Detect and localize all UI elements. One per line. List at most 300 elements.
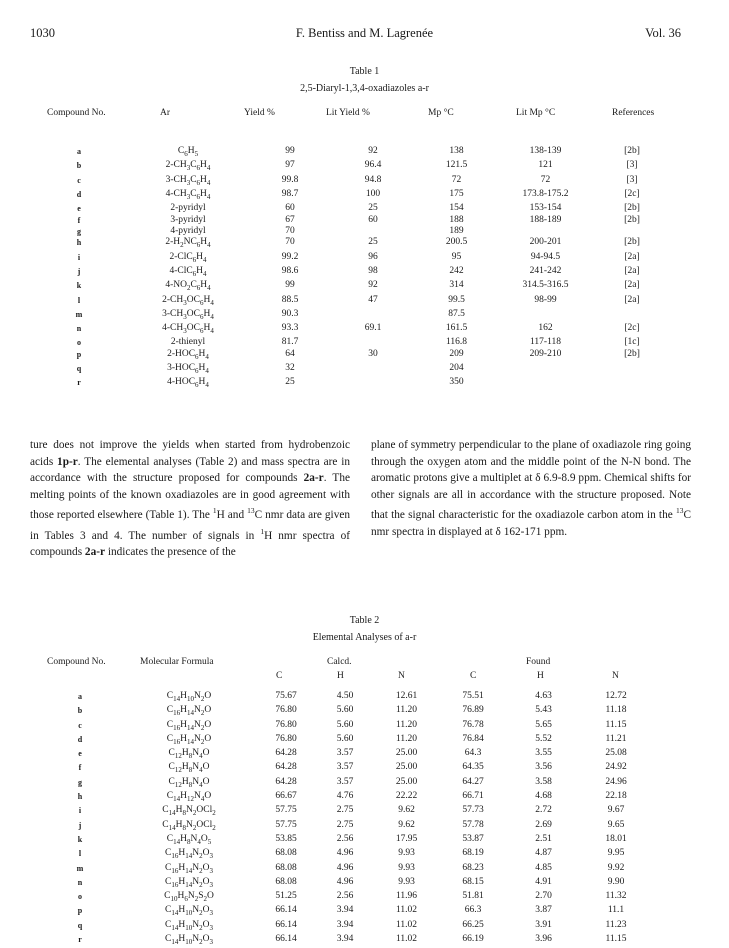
t1-cell-2: 99.2 [281, 251, 299, 262]
t2-cell-1: $C_{14}H_8N_2OCl_2$ [162, 819, 216, 832]
t1-col-compound: Compound No. [47, 108, 106, 118]
t2-cell-2: 66.14 [275, 934, 297, 945]
t1-row [40, 252, 662, 266]
t2-cell-1: $C_{16}H_{14}N_2O_3$ [165, 862, 213, 875]
t1-cell-1: $2-CH_3C_6H_4$ [165, 160, 211, 173]
t1-cell-6: [3] [626, 160, 638, 171]
t1-cell-2: 60 [285, 203, 295, 214]
t1-cell-4: 189 [449, 226, 464, 236]
t2-cell-5: 66.19 [462, 934, 484, 945]
t1-cell-3: 30 [368, 348, 378, 359]
t1-cell-6: [2a] [624, 251, 640, 262]
t2-cell-7: 24.92 [605, 762, 627, 773]
t1-cell-0: i [77, 252, 81, 262]
t1-cell-5: 94-94.5 [530, 251, 561, 262]
t2-cell-3: 3.94 [336, 934, 354, 945]
t1-cell-5 [489, 226, 602, 237]
t2-row [40, 791, 654, 805]
t1-cell-5: 173.8-175.2 [522, 188, 569, 199]
t2-cell-5: 64.35 [462, 762, 484, 773]
t2-cell-4: 11.02 [395, 905, 418, 916]
t2-cell-4: 25.00 [395, 748, 418, 759]
t1-cell-2: 99 [285, 280, 295, 291]
t2-cell-2: 68.08 [275, 876, 297, 887]
t1-row [40, 280, 662, 294]
t1-cell-4: 204 [449, 363, 464, 374]
t2-cell-1: $C_{16}H_{14}N_2O$ [166, 719, 212, 732]
t1-row [40, 323, 662, 337]
t1-cell-3: 94.8 [364, 174, 382, 185]
t1-cell-6: [2b] [624, 214, 640, 225]
t2-cell-7: 18.01 [605, 833, 627, 844]
t2-cell-4: 25.00 [395, 762, 418, 773]
t1-cell-1: 2-thienyl [170, 337, 206, 348]
t2-cell-6: 2.69 [535, 819, 552, 830]
t2-cell-7: 25.08 [605, 748, 627, 759]
t1-row [40, 215, 662, 226]
t1-cell-4: 175 [449, 188, 464, 199]
t2-row [40, 805, 654, 819]
t2-cell-7: 11.18 [605, 705, 627, 716]
t2-cell-3: 4.96 [336, 848, 354, 859]
t1-col-references: References [612, 108, 655, 118]
t2-cell-1: $C_{16}H_{14}N_2O_3$ [165, 876, 213, 889]
t1-row [40, 175, 662, 189]
t2-cell-6: 3.55 [535, 748, 552, 759]
t1-cell-3 [322, 309, 424, 323]
t1-cell-1: $3-HOC_6H_4$ [167, 363, 209, 376]
t1-cell-6: [1c] [624, 337, 640, 348]
t2-cell-2: 51.25 [275, 891, 297, 902]
t1-cell-6 [602, 377, 662, 391]
t1-row [40, 377, 662, 391]
t2-cell-2: 66.14 [275, 919, 297, 930]
t1-cell-2: 90.3 [281, 308, 299, 319]
t1-cell-4: 209 [449, 348, 464, 359]
t1-cell-0: l [77, 295, 81, 305]
t2-cell-0: o [78, 892, 82, 902]
t1-cell-3: 96.4 [364, 160, 382, 171]
t1-cell-4: 95 [451, 251, 462, 262]
t1-cell-2: 32 [285, 363, 295, 374]
t2-cell-1: $C_{14}H_{10}N_2O_3$ [165, 905, 213, 918]
t1-cell-6: [3] [626, 174, 638, 185]
t1-cell-6: [2b] [624, 146, 640, 156]
t1-cell-5: 241-242 [529, 266, 562, 276]
t1-cell-1: 2-pyridyl [170, 203, 206, 214]
body-text-left: ture does not improve the yields when started from hydrobenzoic acids 1p-r. The elemental analyses (Table 2) and mass spectra are in accordance with the structure proposed for compounds 2a-r. The melting points of the known oxadiazoles are in good agreement with those reported elsewhere (Table 1). The $^1$H and $^{13}$C nmr data are given in Tables 3 and 4. The number of signals in $^1$H nmr spectra of compounds 2a-r indicates the presence of the [30, 439, 350, 559]
t1-cell-0: o [77, 338, 81, 348]
t2-row [40, 777, 654, 791]
t2-cell-2: 64.28 [275, 776, 297, 787]
t2-sub-c1: C [276, 671, 283, 681]
t1-cell-2: 97 [285, 160, 295, 171]
t1-row [40, 337, 662, 348]
t2-cell-7: 11.15 [605, 719, 627, 730]
t2-cell-6: 3.91 [535, 919, 552, 930]
t1-cell-0: g [77, 227, 81, 236]
t2-cell-3: 4.96 [336, 876, 354, 887]
t1-cell-6 [602, 226, 662, 237]
t2-cell-1: $C_{14}H_{10}N_2O_3$ [165, 919, 213, 932]
t1-cell-0: q [76, 364, 82, 374]
t1-cell-5: 72 [540, 174, 551, 185]
t1-cell-4: 121.5 [445, 160, 468, 171]
t2-cell-7: 22.18 [605, 791, 627, 802]
t1-cell-5: 117-118 [530, 337, 561, 348]
t2-cell-2: 64.28 [275, 748, 297, 759]
t1-cell-2: 70 [285, 237, 295, 248]
t1-cell-3 [322, 363, 424, 377]
t2-cell-0: p [77, 906, 83, 916]
t2-cell-7: 24.96 [605, 776, 627, 787]
t2-row [40, 877, 654, 891]
t1-cell-6: [2c] [624, 188, 640, 199]
t1-cell-1: $4-NO_2C_6H_4$ [165, 280, 211, 293]
t2-cell-0: f [78, 763, 82, 773]
t2-cell-6: 5.43 [535, 705, 552, 716]
t2-sub-n2: N [612, 671, 619, 681]
t2-cell-4: 11.02 [395, 919, 418, 930]
t1-row [40, 203, 662, 214]
t1-cell-0: f [77, 215, 81, 225]
t2-cell-1: $C_{16}H_{14}N_2O_3$ [165, 848, 213, 861]
t2-row [40, 848, 654, 862]
t2-cell-0: j [78, 820, 82, 830]
t1-cell-1: $3-CH_3OC_6H_4$ [162, 308, 214, 321]
t1-row [40, 266, 662, 280]
t2-cell-3: 4.50 [336, 691, 354, 701]
t2-cell-3: 3.57 [336, 762, 354, 773]
t2-cell-5: 57.73 [462, 805, 484, 816]
t1-row [40, 349, 662, 363]
t1-cell-1: $4-CH_3C_6H_4$ [165, 188, 211, 201]
t1-cell-4: 161.5 [445, 323, 468, 334]
t2-cell-6: 4.91 [535, 876, 552, 887]
t2-cell-6: 5.65 [535, 719, 552, 730]
t2-cell-3: 5.60 [336, 733, 354, 744]
t2-cell-0: l [78, 849, 82, 859]
t1-cell-3: 92 [368, 280, 378, 291]
t1-cell-4: 188 [449, 214, 464, 225]
t1-cell-5 [489, 363, 602, 377]
t1-cell-0: b [76, 161, 82, 171]
t2-cell-5: 51.81 [462, 891, 484, 902]
t2-cell-4: 11.20 [395, 733, 418, 744]
t2-cell-7: 11.32 [605, 891, 627, 902]
t2-row [40, 705, 654, 719]
t2-cell-2: 76.80 [275, 705, 297, 716]
t1-cell-0: d [76, 189, 82, 199]
t1-cell-2: 93.3 [281, 323, 299, 334]
t1-cell-2: 88.5 [281, 294, 299, 305]
t2-cell-0: c [78, 720, 82, 730]
t2-cell-1: $C_{12}H_8N_4O$ [168, 762, 210, 775]
t2-cell-5: 76.84 [462, 733, 484, 744]
t2-cell-6: 4.63 [535, 691, 552, 701]
t2-cell-1: $C_{14}H_{10}N_2O_3$ [165, 934, 213, 946]
t1-cell-5: 138-139 [529, 146, 562, 156]
t2-cell-2: 53.85 [275, 833, 297, 844]
t1-cell-6 [602, 363, 662, 377]
t2-cell-1: $C_{14}H_8N_4O_5$ [166, 833, 212, 846]
t1-cell-6: [2b] [624, 348, 640, 359]
t2-cell-4: 11.96 [395, 891, 418, 902]
t1-cell-0: p [76, 349, 82, 359]
table2-label: Table 2 [349, 615, 380, 626]
t1-cell-0: a [77, 147, 81, 156]
t1-cell-0: e [77, 204, 81, 214]
t2-cell-5: 57.78 [462, 819, 484, 830]
t1-cell-5: 314.5-316.5 [522, 280, 569, 291]
t1-row [40, 146, 662, 160]
t1-col-yield: Yield % [244, 108, 275, 118]
t1-cell-4: 200.5 [445, 237, 468, 248]
t2-cell-1: $C_{14}H_{10}N_2O$ [166, 691, 212, 703]
t2-cell-7: 9.92 [607, 862, 625, 873]
t2-cell-3: 2.56 [336, 833, 354, 844]
body-text-right: plane of symmetry perpendicular to the plane of oxadiazole ring going through the oxygen atom and the middle point of the N-N bond. The aromatic protons give a multiplet at δ 6.9-8.9 ppm. Chemical shifts for other signals are all in accordance with the structure proposed. Note that the signal characteristic for the oxadiazole carbon atom in the $^{13}$C nmr spectra in displayed at δ 162-171 ppm. [371, 439, 691, 538]
t2-cell-2: 57.75 [275, 819, 297, 830]
t2-cell-5: 64.3 [464, 748, 482, 759]
t2-cell-4: 17.95 [395, 833, 418, 844]
t1-cell-2: 98.6 [281, 266, 299, 276]
t2-cell-4: 9.93 [398, 862, 415, 873]
t1-cell-6: [2a] [624, 294, 640, 305]
t2-cell-2: 64.28 [275, 762, 297, 773]
t2-row [40, 762, 654, 776]
t2-cell-3: 3.94 [336, 919, 354, 930]
t1-cell-2: 67 [285, 214, 295, 225]
t2-cell-6: 4.85 [535, 862, 552, 873]
t2-group-calcd: Calcd. [327, 657, 352, 667]
t1-cell-1: $3-CH_3C_6H_4$ [165, 174, 211, 187]
t2-cell-5: 66.25 [462, 919, 484, 930]
table2-title: Elemental Analyses of a-r [312, 632, 417, 643]
t2-cell-0: m [76, 863, 84, 873]
t2-cell-2: 66.14 [275, 905, 297, 916]
t2-cell-6: 3.56 [535, 762, 552, 773]
t1-cell-4: 154 [449, 203, 464, 214]
t1-cell-6: [2a] [624, 266, 640, 276]
t2-cell-6: 3.58 [535, 776, 552, 787]
t2-cell-3: 4.76 [336, 791, 354, 802]
t2-cell-4: 9.93 [398, 848, 415, 859]
t2-row [40, 748, 654, 762]
t2-cell-0: k [77, 834, 83, 844]
t1-cell-2: 98.7 [281, 188, 299, 199]
t1-col-ar: Ar [160, 108, 171, 118]
t2-cell-7: 9.65 [607, 819, 625, 830]
t2-cell-0: g [78, 777, 82, 787]
t1-cell-5: 200-201 [529, 237, 562, 248]
t2-cell-5: 66.3 [464, 905, 482, 916]
t2-cell-1: $C_{14}H_8N_2OCl_2$ [162, 805, 216, 818]
t1-col-mp: Mp °C [428, 108, 454, 118]
t2-cell-4: 12.61 [395, 691, 418, 701]
t1-cell-5: 153-154 [529, 203, 562, 214]
t1-cell-0: c [77, 175, 81, 185]
t2-cell-1: $C_{12}H_8N_4O$ [168, 776, 210, 789]
t1-cell-2: 99.8 [281, 174, 299, 185]
t1-row [40, 237, 662, 251]
t2-cell-1: $C_{10}H_6N_2S_2O$ [164, 891, 214, 904]
page-number: 1030 [30, 26, 55, 40]
t1-cell-3: 98 [368, 266, 378, 276]
t1-cell-3 [322, 377, 424, 391]
t1-cell-2: 70 [285, 226, 295, 236]
t2-cell-1: $C_{12}H_8N_4O$ [168, 748, 210, 761]
t1-cell-1: $4-CH_3OC_6H_4$ [162, 323, 214, 336]
t1-row [40, 295, 662, 309]
t1-cell-6: [2b] [624, 237, 640, 248]
t1-cell-4: 72 [451, 174, 462, 185]
t1-row [40, 363, 662, 377]
t1-cell-3 [322, 337, 424, 348]
t2-sub-n1: N [398, 671, 405, 681]
t2-cell-3: 4.96 [336, 862, 354, 873]
t1-cell-5: 162 [538, 323, 553, 334]
t2-cell-7: 11.21 [605, 733, 627, 744]
t1-cell-1: 4-pyridyl [170, 226, 206, 236]
t2-cell-7: 9.95 [607, 848, 625, 859]
t2-cell-1: $C_{14}H_{12}N_4O$ [166, 791, 212, 803]
t2-cell-3: 3.57 [336, 748, 354, 759]
t2-cell-4: 9.93 [398, 876, 415, 887]
t1-cell-2: 81.7 [281, 337, 299, 348]
t2-row [40, 863, 654, 877]
t2-cell-3: 3.57 [336, 776, 354, 787]
t1-cell-5: 188-189 [529, 214, 562, 225]
t2-cell-4: 11.20 [395, 705, 418, 716]
t2-group-found: Found [526, 657, 551, 667]
t1-cell-3: 60 [368, 214, 378, 225]
t2-row [40, 720, 654, 734]
t2-row [40, 920, 654, 934]
t2-cell-7: 11.23 [605, 919, 627, 930]
t1-cell-3: 69.1 [364, 323, 382, 334]
t1-cell-3 [322, 226, 424, 237]
t1-cell-6 [602, 309, 662, 323]
t2-cell-1: $C_{16}H_{14}N_2O$ [166, 705, 212, 718]
t2-row [40, 934, 654, 948]
t1-cell-4: 314 [449, 280, 464, 291]
table1 [40, 146, 662, 392]
t2-cell-2: 68.08 [275, 848, 297, 859]
t2-cell-7: 11.15 [605, 934, 627, 945]
t2-row [40, 820, 654, 834]
t1-cell-5 [489, 377, 602, 391]
t2-cell-0: b [77, 706, 83, 716]
t2-cell-0: q [77, 920, 83, 930]
t2-cell-5: 75.51 [462, 691, 484, 701]
t1-cell-5 [489, 309, 602, 323]
t2-cell-5: 66.71 [462, 791, 484, 802]
t1-cell-3: 25 [368, 237, 378, 248]
t1-cell-0: j [77, 267, 81, 276]
t2-cell-0: a [78, 692, 82, 701]
t1-cell-1: $2-CH_3OC_6H_4$ [162, 294, 214, 307]
t2-cell-2: 57.75 [275, 805, 297, 816]
t2-cell-5: 64.27 [462, 776, 484, 787]
t1-row [40, 160, 662, 174]
t2-cell-5: 53.87 [462, 833, 484, 844]
t1-cell-2: 64 [285, 348, 295, 359]
t1-cell-0: n [76, 324, 82, 334]
t1-cell-0: h [76, 238, 82, 248]
t1-cell-4: 350 [449, 377, 464, 388]
t1-col-lit-mp: Lit Mp °C [516, 108, 556, 118]
t2-cell-7: 9.90 [607, 876, 625, 887]
t2-row [40, 734, 654, 748]
t1-cell-6: [2b] [624, 203, 640, 214]
t2-cell-7: 11.1 [607, 905, 625, 916]
t2-cell-2: 68.08 [275, 862, 297, 873]
t1-cell-2: 99 [285, 146, 295, 156]
t1-cell-4: 242 [449, 266, 464, 276]
t1-cell-5: 209-210 [529, 348, 562, 359]
t1-cell-1: $2-HOC_6H_4$ [167, 348, 209, 361]
t2-cell-0: i [78, 806, 82, 816]
t2-cell-4: 9.62 [398, 819, 415, 830]
t1-col-lit-yield: Lit Yield % [326, 108, 370, 118]
t1-cell-3: 47 [368, 294, 378, 305]
t1-cell-0: k [76, 281, 82, 291]
t2-sub-h2: H [537, 671, 544, 681]
t2-cell-7: 12.72 [605, 691, 627, 701]
t2-cell-2: 66.67 [275, 791, 297, 802]
table2 [40, 691, 654, 948]
t2-col-compound: Compound No. [47, 657, 106, 667]
t2-cell-0: e [78, 749, 82, 759]
t2-cell-6: 4.87 [535, 848, 552, 859]
t2-cell-4: 25.00 [395, 776, 418, 787]
t2-cell-6: 4.68 [535, 791, 552, 802]
t2-row [40, 905, 654, 919]
t2-cell-4: 11.02 [395, 934, 418, 945]
t2-cell-3: 5.60 [336, 719, 354, 730]
t2-cell-2: 75.67 [275, 691, 297, 701]
t2-cell-5: 68.15 [462, 876, 484, 887]
t1-cell-4: 116.8 [445, 337, 468, 348]
t1-row [40, 189, 662, 203]
t2-cell-6: 2.51 [535, 833, 552, 844]
t2-cell-2: 76.80 [275, 733, 297, 744]
t2-row [40, 834, 654, 848]
t2-cell-6: 3.96 [535, 934, 552, 945]
t1-cell-4: 138 [449, 146, 464, 156]
t2-cell-3: 5.60 [336, 705, 354, 716]
t2-cell-1: $C_{16}H_{14}N_2O$ [166, 733, 212, 746]
table1-label: Table 1 [349, 66, 380, 77]
t1-cell-2: 25 [285, 377, 295, 388]
t1-cell-0: r [77, 378, 81, 388]
t2-cell-4: 22.22 [395, 791, 418, 802]
t1-cell-3: 92 [368, 146, 378, 156]
t1-cell-1: $2-H_2NC_6H_4$ [165, 237, 211, 250]
volume-label: Vol. 36 [645, 26, 681, 40]
t1-cell-1: $4-HOC_6H_4$ [167, 377, 209, 390]
t2-cell-2: 76.80 [275, 719, 297, 730]
t2-cell-6: 3.87 [535, 905, 552, 916]
t1-cell-3: 25 [368, 203, 378, 214]
t2-cell-0: r [78, 935, 82, 945]
t1-cell-1: $2-ClC_6H_4$ [169, 251, 207, 264]
t2-sub-h1: H [337, 671, 344, 681]
running-authors: F. Bentiss and M. Lagrenée [295, 26, 434, 40]
t2-cell-6: 2.72 [535, 805, 552, 816]
t2-cell-4: 11.20 [395, 719, 418, 730]
